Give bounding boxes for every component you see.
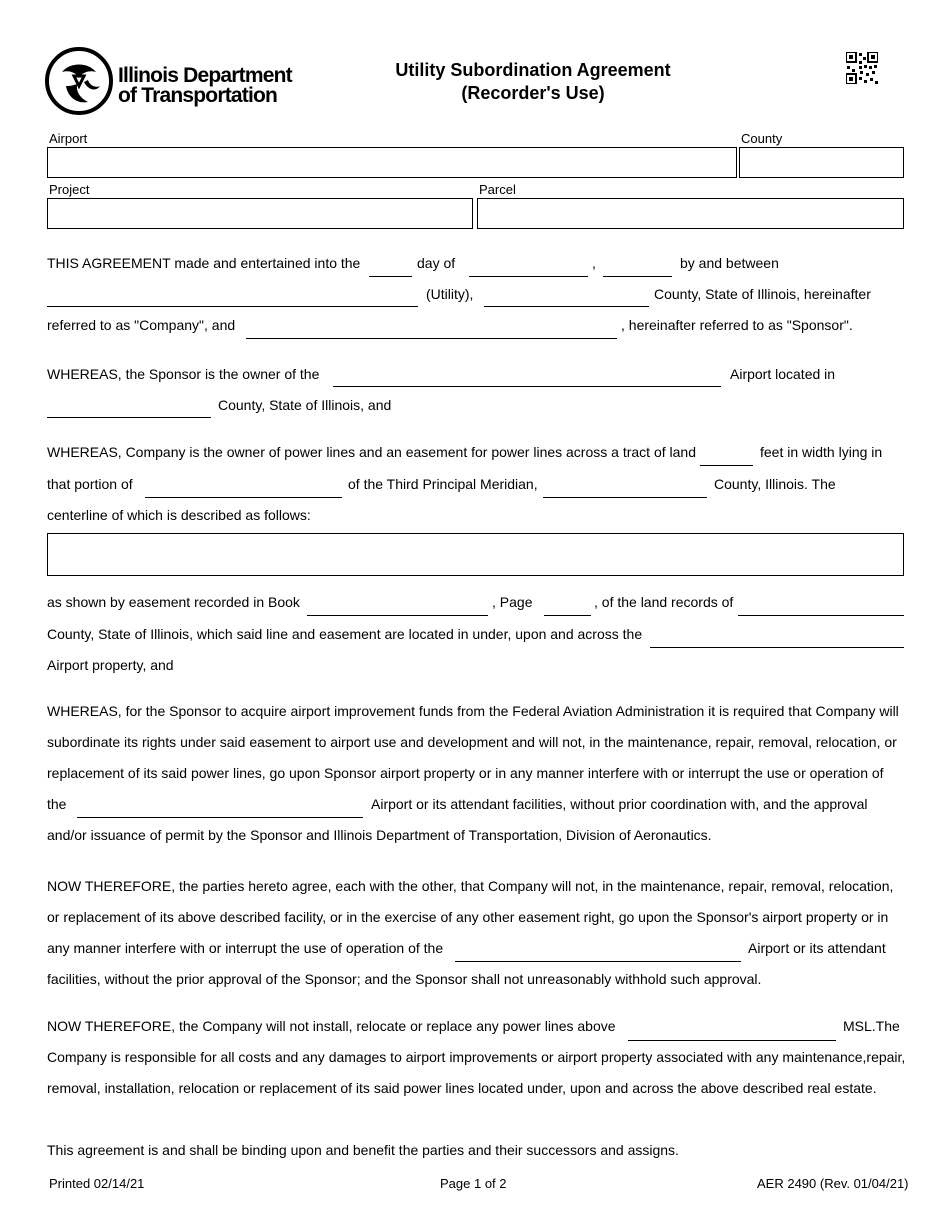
whereas-funds-line-5: and/or issuance of permit by the Sponsor and Illinois Department of Transportation, Division of Aeronautics. — [47, 827, 712, 843]
utility-county-field[interactable] — [484, 306, 649, 307]
whereas-funds-line-1: WHEREAS, for the Sponsor to acquire airport improvement funds from the Federal Aviation Administration it is required that Company will — [47, 703, 899, 719]
whereas-funds-line-4b: Airport or its attendant facilities, without prior coordination with, and the approval — [371, 796, 868, 812]
utility-text: (Utility), — [426, 286, 474, 302]
width-feet-field[interactable] — [700, 465, 753, 466]
page-subtitle: (Recorder's Use) — [461, 83, 605, 103]
airport-located-text: Airport located in — [730, 366, 836, 382]
therefore-agree-line-3a: any manner interfere with or interrupt the use of operation of the — [47, 940, 444, 956]
whereas-power-lines-text: WHEREAS, Company is the owner of power lines and an easement for power lines across a tract of land — [47, 444, 696, 460]
records-county-field[interactable] — [738, 615, 904, 616]
page-title: Utility Subordination Agreement — [395, 60, 671, 80]
form-number: AER 2490 (Rev. 01/04/21) — [757, 1176, 909, 1191]
month-field[interactable] — [469, 276, 588, 277]
year-field[interactable] — [603, 276, 672, 277]
project-field[interactable] — [47, 198, 473, 229]
airport-name-field[interactable] — [333, 386, 721, 387]
agreement-text: THIS AGREEMENT made and entertained into the — [47, 255, 361, 271]
page-number: Page 1 of 2 — [440, 1176, 507, 1191]
feet-width-text: feet in width lying in — [760, 444, 883, 460]
centerline-text: centerline of which is described as follows: — [47, 507, 311, 523]
airport-label: Airport — [49, 131, 88, 146]
easement-book-text: as shown by easement recorded in Book — [47, 594, 300, 610]
county-illinois-text: County, Illinois. The — [714, 476, 836, 492]
whereas-funds-line-2: subordinate its rights under said easement to airport use and development and will not, in the maintenance, repair, removal, relocation, or — [47, 734, 897, 750]
idot-logo-icon — [44, 46, 114, 116]
company-referred-text: referred to as "Company", and — [47, 317, 236, 333]
idot-logo — [44, 46, 304, 118]
whereas-funds-line-3: replacement of its said power lines, go upon Sponsor airport property or in any manner interfere with or interrupt the use or operation of — [47, 765, 884, 781]
portion-of-text: that portion of — [47, 476, 133, 492]
county-field[interactable] — [739, 147, 904, 178]
airport-county-field[interactable] — [47, 417, 211, 418]
utility-name-field[interactable] — [47, 306, 418, 307]
day-field[interactable] — [369, 276, 412, 277]
portion-field[interactable] — [145, 497, 342, 498]
sponsor-referred-text: , hereinafter referred to as "Sponsor". — [621, 317, 853, 333]
qr-code-icon — [846, 52, 878, 84]
page-field[interactable] — [544, 615, 591, 616]
binding-text: This agreement is and shall be binding upon and benefit the parties and their successors and assigns. — [47, 1142, 679, 1158]
therefore-agree-line-3b: Airport or its attendant — [748, 940, 886, 956]
property-airport-field[interactable] — [650, 647, 904, 648]
msl-elevation-field[interactable] — [628, 1040, 836, 1041]
printed-date: Printed 02/14/21 — [49, 1176, 145, 1191]
land-county-field[interactable] — [543, 497, 707, 498]
therefore-install-line-1b: MSL.The — [843, 1018, 900, 1034]
meridian-text: of the Third Principal Meridian, — [348, 476, 538, 492]
funds-airport-field[interactable] — [77, 817, 363, 818]
centerline-description-field[interactable] — [47, 533, 904, 576]
therefore-agree-line-4: facilities, without the prior approval of the Sponsor; and the Sponsor shall not unreasonably withhold such approval. — [47, 971, 762, 987]
whereas-funds-line-4a: the — [47, 796, 67, 812]
logo-line-1: Illinois Department — [118, 64, 292, 87]
sponsor-name-field[interactable] — [246, 338, 617, 339]
therefore-install-line-3: removal, installation, relocation or replacement of its said power lines located under, upon and across the above described real estate. — [47, 1080, 877, 1096]
project-label: Project — [49, 182, 90, 197]
by-and-between-text: by and between — [680, 255, 779, 271]
land-records-text: , of the land records of — [594, 594, 734, 610]
therefore-install-line-2: Company is responsible for all costs and any damages to airport improvements or airport property associated with any maintenance,repair, — [47, 1049, 906, 1065]
airport-field[interactable] — [47, 147, 737, 178]
comma-text: , — [592, 255, 596, 271]
parcel-field[interactable] — [477, 198, 904, 229]
airport-property-text: Airport property, and — [47, 657, 174, 673]
parcel-label: Parcel — [479, 182, 516, 197]
whereas-owner-text: WHEREAS, the Sponsor is the owner of the — [47, 366, 320, 382]
logo-line-2: of Transportation — [118, 84, 278, 107]
line-located-text: County, State of Illinois, which said line and easement are located in under, upon and across the — [47, 626, 643, 642]
county-state-text: County, State of Illinois, and — [218, 397, 392, 413]
therefore-install-line-1a: NOW THEREFORE, the Company will not install, relocate or replace any power lines above — [47, 1018, 616, 1034]
county-hereinafter-text: County, State of Illinois, hereinafter — [654, 286, 871, 302]
operation-airport-field[interactable] — [455, 961, 741, 962]
book-field[interactable] — [307, 615, 488, 616]
therefore-agree-line-2: or replacement of its above described facility, or in the exercise of any other easement right, go upon the Sponsor's airport property or in — [47, 909, 889, 925]
page-text: , Page — [492, 594, 533, 610]
therefore-agree-line-1: NOW THEREFORE, the parties hereto agree, each with the other, that Company will not, in the maintenance, repair, removal, relocation, — [47, 878, 894, 894]
day-of-text: day of — [417, 255, 456, 271]
county-label: County — [741, 131, 783, 146]
